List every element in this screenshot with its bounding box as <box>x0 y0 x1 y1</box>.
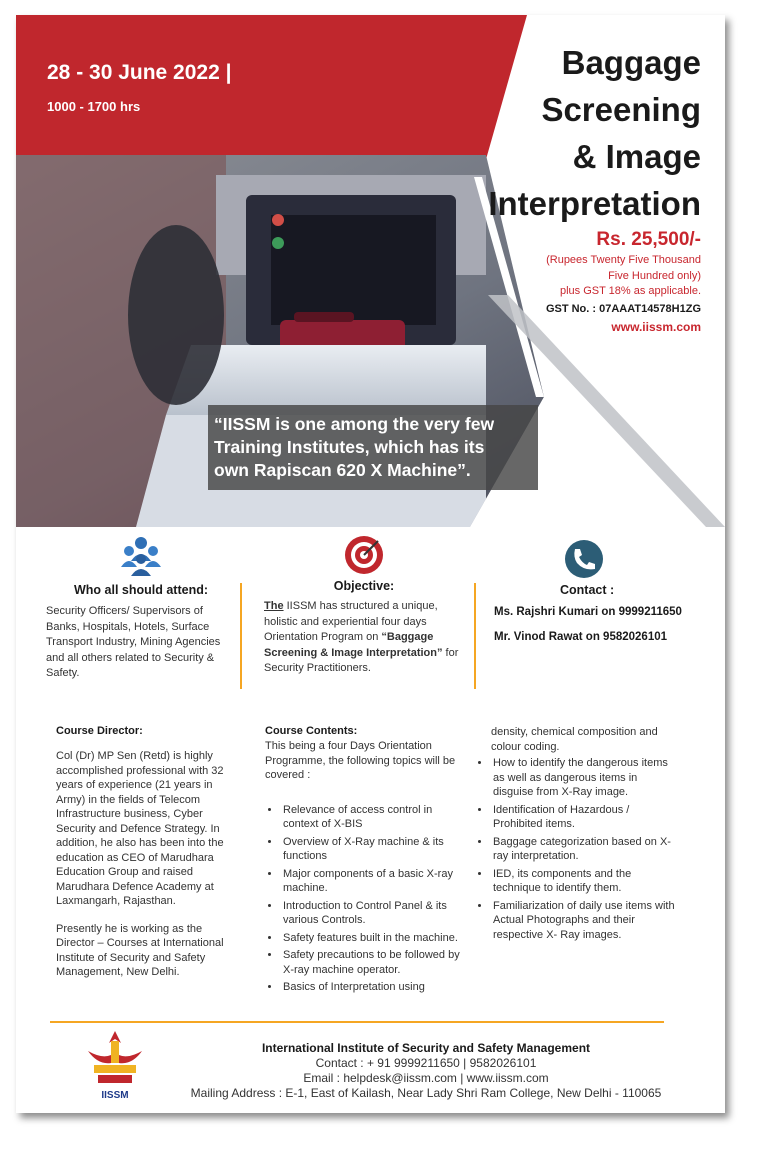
list-item: • Introduction to Control Panel & its various Controls. <box>281 899 463 928</box>
list-item: • Familiarization of daily use items with Actual Photographs and their respective X- Ray images. <box>491 899 675 943</box>
objective-text: The IISSM has structured a unique, holistic and experiential four days Orientation Program on “Baggage Screening & Image Interpretation” for Security Practitioners. <box>264 600 459 674</box>
logo-text: IISSM <box>101 1090 129 1101</box>
list-item: • Major components of a basic X-ray machine. <box>281 867 463 896</box>
contents-list-2 <box>475 756 675 942</box>
contact-person-2: Mr. Vinod Rawat on 9582026101 <box>494 631 668 643</box>
target-icon <box>344 535 384 575</box>
attend-text: Security Officers/ Supervisors of Banks, Hospitals, Hotels, Surface Transport Industry, Mining Agencies and all others related to Security & Safety. <box>46 605 221 679</box>
list-item: • Safety features built in the machine. <box>281 931 463 946</box>
gst-number: GST No. : 07AAAT14578H1ZG <box>545 303 701 315</box>
list-item: • Identification of Hazardous / Prohibited items. <box>491 803 675 832</box>
divider-1 <box>240 583 242 689</box>
list-item: • Safety precautions to be followed by X-ray machine operator. <box>281 948 463 977</box>
contact-heading: Contact : <box>560 583 615 597</box>
contents-heading: Course Contents: <box>265 725 358 737</box>
event-date: 28 - 30 June 2022 | <box>47 61 232 84</box>
contents-list <box>265 803 463 995</box>
contents-section-continued <box>475 725 675 945</box>
attend-section <box>46 535 236 682</box>
objective-section <box>264 535 464 677</box>
phone-icon <box>564 539 604 579</box>
website-link[interactable]: www.iissm.com <box>611 320 701 334</box>
contents-section <box>265 725 463 998</box>
objective-heading: Objective: <box>333 579 395 593</box>
director-current-role: Presently he is working as the Director – Courses at International Institute of Security and Safety Management, New Delhi. <box>56 922 224 978</box>
contact-section <box>494 535 714 643</box>
list-item: • Baggage categorization based on X-ray interpretation. <box>491 835 675 864</box>
director-bio: Col (Dr) MP Sen (Retd) is highly accomplished professional with 32 years of experience (21 years in Army) in the fields of Telecom Infrastructure business, Cyber Security and Defence Strategy. In addition, he also has been into the education as CEO of Marudhara Education Group and raised Marudhara Defence Academy at Laxmangarh, Rajasthan. <box>56 750 224 907</box>
footer-divider <box>50 1021 664 1023</box>
list-item: • Basics of Interpretation using <box>281 980 463 995</box>
course-title: Baggage Screening & Image Interpretation <box>488 44 701 222</box>
price-note: (Rupees Twenty Five Thousand Five Hundred only) plus GST 18% as applicable. <box>546 254 701 297</box>
footer-email[interactable]: Email : helpdesk@iissm.com | www.iissm.com <box>303 1071 549 1085</box>
contents-continued-text: density, chemical composition and colour coding. <box>491 726 658 753</box>
director-heading: Course Director: <box>56 725 143 737</box>
iissm-emblem-icon <box>84 1029 146 1087</box>
hero-quote: “IISSM is one among the very few Training Institutes, which has its own Rapiscan 620 X Machine”. <box>208 405 538 490</box>
institute-name: International Institute of Security and Safety Management <box>261 1041 591 1055</box>
iissm-logo <box>80 1029 150 1101</box>
contact-person-1: Ms. Rajshri Kumari on 9999211650 <box>494 606 682 618</box>
course-price: Rs. 25,500/- <box>596 229 701 250</box>
footer-info <box>166 1041 686 1101</box>
group-people-icon <box>119 535 163 577</box>
director-section <box>56 725 241 980</box>
contents-intro: This being a four Days Orientation Programme, the following topics will be covered : <box>265 740 456 781</box>
list-item: • How to identify the dangerous items as well as dangerous items in disguise from X-Ray image. <box>491 756 675 800</box>
event-time: 1000 - 1700 hrs <box>47 99 141 114</box>
divider-2 <box>474 583 476 689</box>
red-banner <box>16 15 527 177</box>
attend-heading: Who all should attend: <box>73 583 208 597</box>
list-item: • Overview of X-Ray machine & its functions <box>281 835 463 864</box>
list-item: • IED, its components and the technique to identify them. <box>491 867 675 896</box>
footer-contact: Contact : + 91 9999211650 | 9582026101 <box>315 1056 537 1070</box>
flyer-sheet <box>16 15 725 1113</box>
list-item: • Relevance of access control in context of X-BIS <box>281 803 463 832</box>
footer-address: Mailing Address : E-1, East of Kailash, Near Lady Shri Ram College, New Delhi - 110065 <box>190 1086 662 1100</box>
